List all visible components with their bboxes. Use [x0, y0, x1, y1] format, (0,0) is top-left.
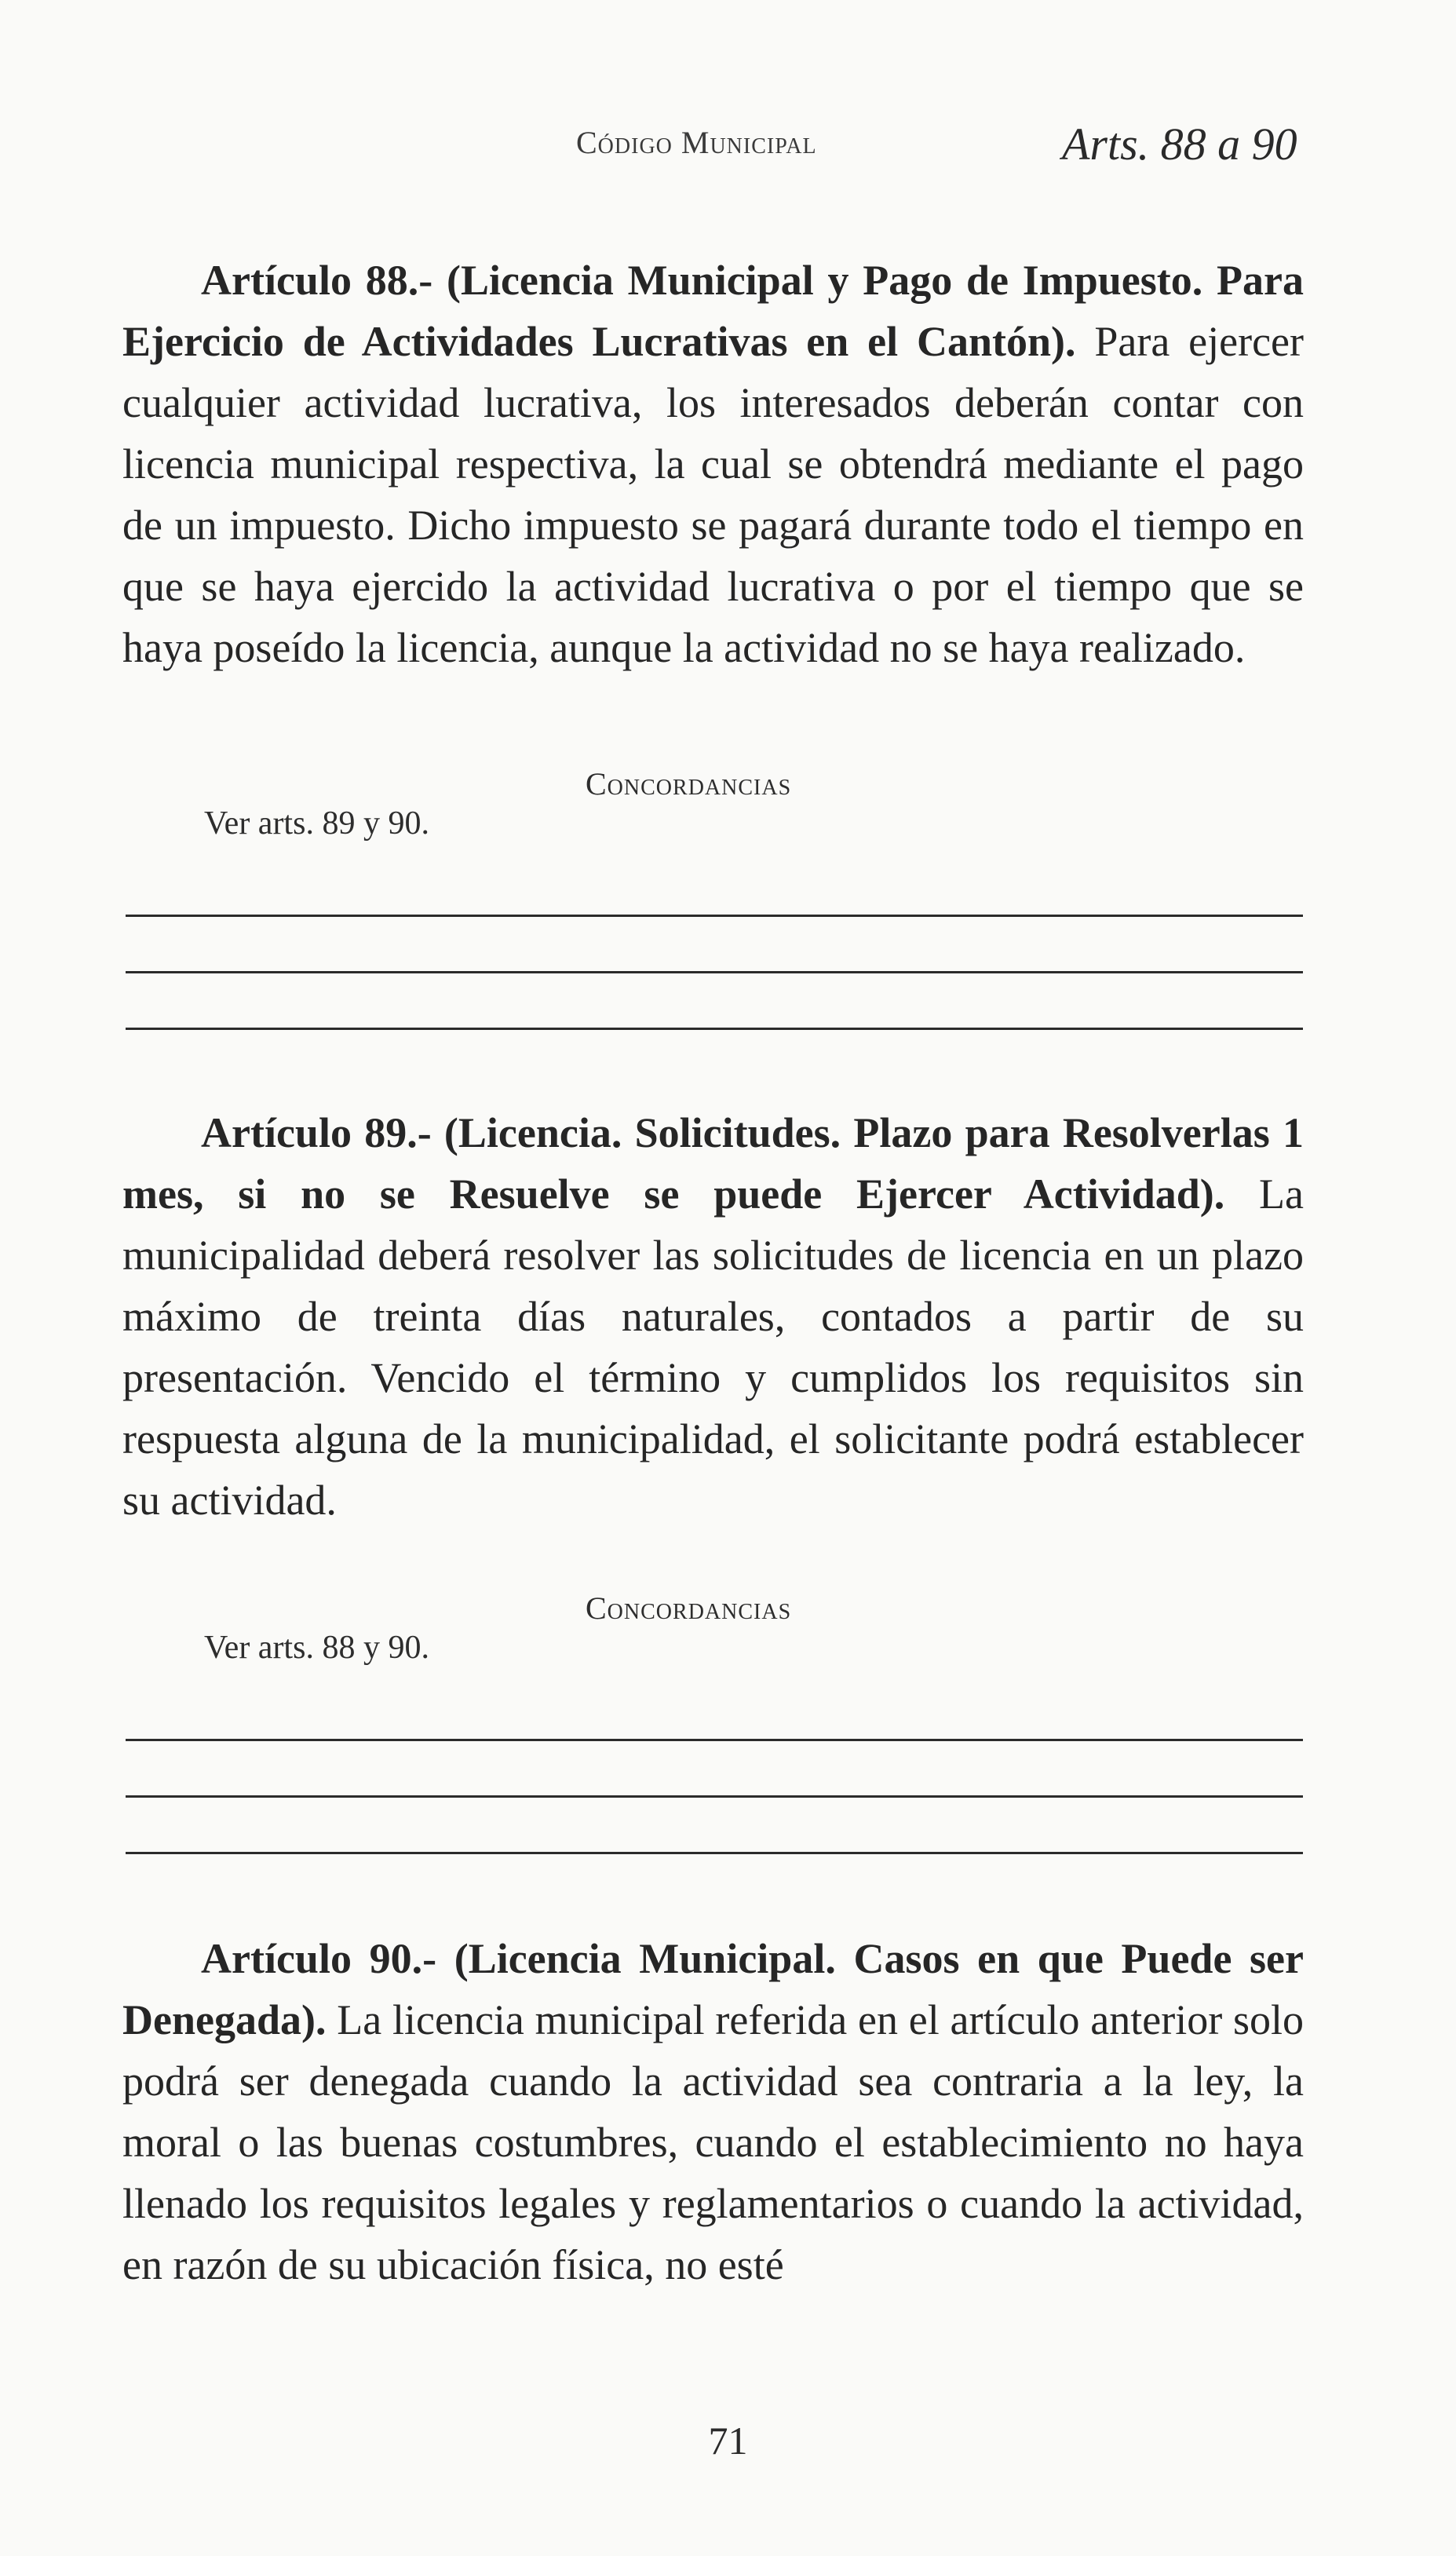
article-88-body: Para ejercer cualquier actividad lucrativa, los interesados deberán contar con licencia municipal respectiva, la cual se obtendrá mediante el pago de un impuesto. Dicho impuesto se pagará durante todo el tiempo en que se haya ejercido la actividad lucrativa o por el tiempo que se haya poseído la licencia, aunque la actividad no se haya realizado.: [122, 318, 1305, 671]
note-line: [126, 1028, 1303, 1030]
article-89-body: La municipalidad deberá resolver las solicitudes de licencia en un plazo máximo de treinta días naturales, contados a partir de su presentación. Vencido el término y cumplidos los requisitos sin respuesta alguna de la municipalidad, el solicitante podrá establecer su actividad.: [122, 1170, 1304, 1524]
note-line: [126, 971, 1303, 973]
concordancias-89-title: Concordancias: [586, 1590, 792, 1626]
concordancias-88: [122, 765, 1304, 1032]
concordancias-89: [122, 1590, 1304, 1857]
page-number: 71: [708, 2419, 748, 2463]
article-90: [122, 1928, 1304, 2295]
concordancias-88-title: Concordancias: [586, 766, 792, 801]
article-88-heading: Artículo 88.- (Licencia Municipal y Pago de Impuesto. Para Ejercicio de Actividades Lucrativas en el Cantón).: [122, 257, 1304, 365]
note-line: [126, 1852, 1303, 1854]
article-88: [122, 250, 1304, 678]
header-article-range: Arts. 88 a 90: [1062, 119, 1297, 170]
concordancias-89-reference: Ver arts. 88 y 90.: [204, 1630, 429, 1666]
header-book-title: Código Municipal: [576, 125, 817, 160]
article-89-heading: Artículo 89.- (Licencia. Solicitudes. Plazo para Resolverlas 1 mes, si no se Resuelve se puede Ejercer Actividad).: [122, 1109, 1304, 1218]
note-line: [126, 1739, 1303, 1741]
running-header: [0, 118, 1456, 173]
note-line: [126, 1795, 1303, 1798]
note-line: [126, 915, 1303, 917]
article-90-heading: Artículo 90.- (Licencia Municipal. Casos en que Puede ser Denegada).: [122, 1935, 1304, 2043]
article-90-body: La licencia municipal referida en el artículo anterior solo podrá ser denegada cuando la actividad sea contraria a la ley, la moral o las buenas costumbres, cuando el establecimiento no haya llenado los requisitos legales y reglamentarios o cuando la actividad, en razón de su ubicación física, no esté: [122, 1996, 1304, 2288]
concordancias-88-reference: Ver arts. 89 y 90.: [204, 805, 429, 842]
article-89: [122, 1102, 1304, 1531]
